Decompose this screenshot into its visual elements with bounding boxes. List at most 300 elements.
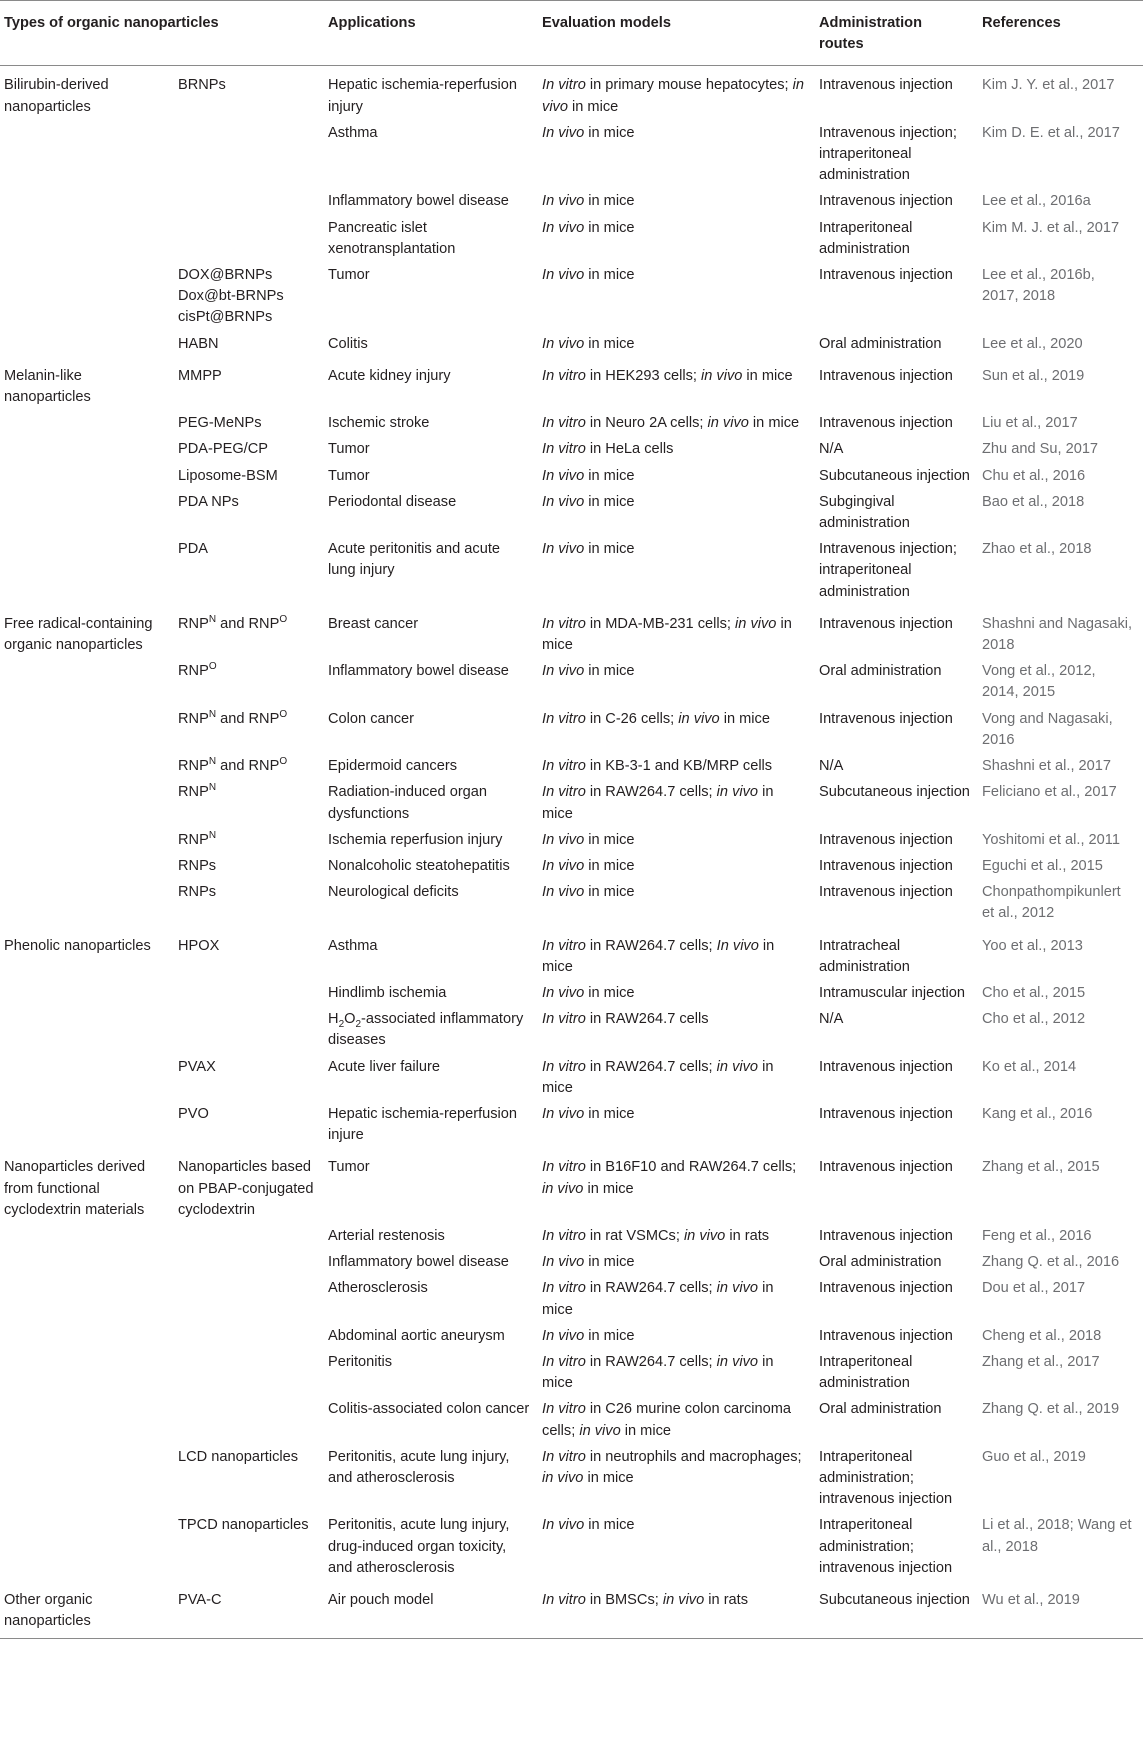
table-row: [0, 779, 1143, 826]
reference-cell: Zhao et al., 2018: [982, 541, 1092, 558]
evaluation-model-cell: In vitro in rat VSMCs; in vivo in rats: [542, 1227, 770, 1244]
evaluation-model-cell: In vitro in RAW264.7 cells; in vivo in mice: [542, 1058, 774, 1096]
superscript: N: [208, 829, 217, 841]
italic-text: In vitro: [542, 615, 586, 632]
nanoparticle-cell: LCD nanoparticles: [178, 1448, 299, 1465]
application-cell: Acute peritonitis and acute lung injury: [328, 541, 501, 579]
application-cell: Nonalcoholic steatohepatitis: [328, 857, 510, 874]
italic-text: In vitro: [542, 937, 586, 954]
administration-route-cell: Intramuscular injection: [819, 984, 966, 1001]
application-cell: Inflammatory bowel disease: [328, 1254, 509, 1271]
nanoparticle-cell: $RNP^N$ and $RNP^O$: [178, 708, 288, 727]
italic-text: In vitro: [542, 1448, 586, 1465]
type-cell: Other organic nanoparticles: [0, 1581, 174, 1639]
reference-cell: Guo et al., 2019: [982, 1448, 1086, 1465]
administration-route-cell: N/A: [819, 441, 844, 458]
italic-text: in vivo: [683, 1227, 726, 1244]
administration-route-cell: Intravenous injection: [819, 77, 953, 94]
nanoparticle-cell: HPOX: [178, 937, 220, 954]
type-cell: [0, 1006, 174, 1053]
reference-cell: Lee et al., 2016a: [982, 193, 1091, 210]
administration-route-cell: Intravenous injection: [819, 1327, 953, 1344]
italic-text: in vivo: [716, 784, 759, 801]
evaluation-model-cell: In vivo in mice: [542, 267, 635, 284]
table-row: [0, 66, 1143, 120]
reference-cell: Wu et al., 2019: [978, 1581, 1143, 1639]
header-references: References: [978, 1, 1143, 66]
italic-text: in vivo: [716, 1058, 759, 1075]
reference-cell: Zhang Q. et al., 2019: [982, 1401, 1120, 1418]
evaluation-model-cell: In vitro in B16F10 and RAW264.7 cells; in vivo in mice: [542, 1159, 797, 1197]
evaluation-model-cell: In vivo in mice: [542, 467, 635, 484]
reference-cell: Chonpathompikunlert et al., 2012: [982, 884, 1121, 922]
application-cell: Hepatic ischemia-reperfusion injure: [328, 1105, 518, 1144]
administration-route-cell: Subcutaneous injection: [819, 784, 970, 801]
evaluation-model-cell: In vivo in mice: [542, 335, 635, 352]
evaluation-model-cell: In vitro in RAW264.7 cells; in vivo in mice: [542, 1280, 774, 1318]
table-row: [0, 1054, 1143, 1101]
table-row: [0, 1006, 1143, 1053]
reference-cell: Kang et al., 2016: [982, 1105, 1093, 1122]
administration-route-cell: Intravenous injection: [819, 1105, 953, 1122]
reference-cell: Yoshitomi et al., 2011: [982, 831, 1120, 848]
table-row: [0, 1349, 1143, 1396]
administration-route-cell: Intravenous injection: [819, 415, 953, 432]
evaluation-model-cell: In vivo in mice: [542, 219, 635, 236]
type-cell: [0, 1396, 174, 1443]
italic-text: in vivo: [735, 615, 777, 632]
type-cell: [0, 489, 174, 536]
reference-cell: Ko et al., 2014: [982, 1058, 1077, 1075]
reference-cell: Eguchi et al., 2015: [982, 857, 1103, 874]
administration-route-cell: Intravenous injection: [819, 831, 953, 848]
reference-cell: Cho et al., 2012: [982, 1011, 1086, 1028]
nanoparticle-cell: [174, 1223, 324, 1249]
superscript: N: [208, 782, 217, 794]
type-cell: [0, 1101, 174, 1148]
subscript: 2: [338, 1019, 345, 1031]
evaluation-model-cell: In vitro in KB-3-1 and KB/MRP cells: [542, 758, 773, 775]
italic-text: in vivo: [701, 367, 743, 384]
table-row: [0, 879, 1143, 926]
italic-text: In vivo: [542, 884, 585, 901]
evaluation-model-cell: In vitro in RAW264.7 cells: [542, 1011, 709, 1028]
application-cell: Hindlimb ischemia: [328, 984, 447, 1001]
italic-text: in vivo: [678, 710, 720, 727]
italic-text: In vitro: [542, 1353, 586, 1370]
nanoparticle-cell: PDA NPs: [178, 493, 239, 510]
nanoparticle-cell: [174, 1349, 324, 1396]
nanoparticle-cell: TPCD nanoparticles: [178, 1517, 309, 1534]
superscript: O: [279, 756, 288, 768]
administration-route-cell: Intravenous injection: [819, 193, 953, 210]
administration-route-cell: Intravenous injection: [819, 367, 953, 384]
reference-cell: Li et al., 2018; Wang et al., 2018: [982, 1517, 1132, 1555]
administration-route-cell: N/A: [819, 758, 844, 775]
application-cell: Tumor: [328, 267, 370, 284]
type-cell: [0, 188, 174, 214]
nanoparticle-cell: $RNP^O$: [178, 661, 217, 680]
application-cell: Epidermoid cancers: [328, 758, 457, 775]
superscript: N: [208, 708, 217, 720]
administration-route-cell: Oral administration: [819, 1401, 942, 1418]
superscript: O: [279, 614, 288, 626]
evaluation-model-cell: In vivo in mice: [542, 1327, 635, 1344]
italic-text: in vivo: [716, 1280, 759, 1297]
type-cell: Free radical-containing organic nanoparticles: [4, 615, 153, 654]
evaluation-model-cell: In vitro in HEK293 cells; in vivo in mice: [542, 367, 793, 384]
nanoparticle-cell: HABN: [178, 335, 219, 352]
table-row: [0, 489, 1143, 536]
administration-route-cell: Intraperitoneal administration: [819, 1353, 913, 1392]
reference-cell: Feliciano et al., 2017: [982, 784, 1117, 801]
administration-route-cell: Intravenous injection: [819, 1058, 953, 1075]
nanoparticle-cell: DOX@BRNPs Dox@bt-BRNPs cisPt@BRNPs: [178, 267, 284, 326]
table-row: [0, 357, 1143, 410]
application-cell: Tumor: [328, 467, 370, 484]
administration-route-cell: Intraperitoneal administration; intravenous injection: [819, 1517, 953, 1576]
application-cell: Asthma: [328, 124, 378, 141]
evaluation-model-cell: In vivo in mice: [542, 124, 635, 141]
application-cell: Hepatic ischemia-reperfusion injury: [328, 77, 518, 115]
type-cell: [0, 331, 174, 357]
administration-route-cell: Intravenous injection: [819, 1280, 953, 1297]
type-cell: Nanoparticles derived from functional cyclodextrin materials: [4, 1159, 146, 1218]
administration-route-cell: Oral administration: [819, 335, 942, 352]
application-cell: Radiation-induced organ dysfunctions: [328, 784, 488, 822]
administration-route-cell: Intravenous injection: [819, 710, 953, 727]
italic-text: In vivo: [542, 493, 585, 510]
reference-cell: Liu et al., 2017: [982, 415, 1078, 432]
evaluation-model-cell: In vivo in mice: [542, 1254, 635, 1271]
table-row: [0, 927, 1143, 980]
administration-route-cell: Intraperitoneal administration: [819, 219, 913, 257]
italic-text: In vitro: [542, 1011, 586, 1028]
type-cell: [0, 980, 174, 1006]
evaluation-model-cell: In vivo in mice: [542, 1105, 635, 1122]
application-cell: Peritonitis, acute lung injury, drug-induced organ toxicity, and atherosclerosis: [328, 1517, 510, 1576]
type-cell: [0, 1323, 174, 1349]
italic-text: In vitro: [542, 367, 586, 384]
italic-text: In vitro: [542, 1159, 586, 1176]
type-cell: [0, 436, 174, 462]
evaluation-model-cell: In vivo in mice: [542, 663, 635, 680]
italic-text: In vivo: [542, 831, 585, 848]
table-row: [0, 605, 1143, 658]
type-cell: [0, 262, 174, 331]
evaluation-model-cell: In vitro in BMSCs; in vivo in rats: [538, 1581, 815, 1639]
application-cell: Colitis-associated colon cancer: [328, 1401, 530, 1418]
application-cell: Colon cancer: [328, 710, 415, 727]
application-cell: Peritonitis: [328, 1353, 393, 1370]
administration-route-cell: Intratracheal administration: [819, 937, 910, 975]
reference-cell: Kim J. Y. et al., 2017: [982, 77, 1115, 94]
italic-text: In vivo: [542, 1254, 585, 1271]
reference-cell: Bao et al., 2018: [982, 493, 1085, 510]
administration-route-cell: Intravenous injection; intraperitoneal administration: [819, 541, 957, 600]
nanoparticle-cell: Nanoparticles based on PBAP-conjugated cyclodextrin: [178, 1159, 314, 1218]
italic-text: in vivo: [542, 77, 805, 115]
italic-text: In vivo: [542, 467, 585, 484]
type-cell: [0, 1223, 174, 1249]
italic-text: In vivo: [716, 937, 759, 954]
table-row: [0, 1101, 1143, 1148]
italic-text: In vivo: [542, 857, 585, 874]
italic-text: In vitro: [542, 710, 586, 727]
evaluation-model-cell: In vivo in mice: [542, 831, 635, 848]
application-cell: Asthma: [328, 937, 378, 954]
superscript: O: [208, 661, 217, 673]
application-cell: Air pouch model: [324, 1581, 538, 1639]
reference-cell: Zhang Q. et al., 2016: [982, 1254, 1120, 1271]
administration-route-cell: Intravenous injection: [819, 857, 953, 874]
italic-text: In vivo: [542, 219, 585, 236]
italic-text: In vitro: [542, 1227, 586, 1244]
evaluation-model-cell: In vivo in mice: [542, 493, 635, 510]
italic-text: In vitro: [542, 1592, 586, 1608]
type-cell: Phenolic nanoparticles: [4, 937, 151, 954]
evaluation-model-cell: In vivo in mice: [542, 193, 635, 210]
reference-cell: Sun et al., 2019: [982, 367, 1085, 384]
nanoparticle-cell: Liposome-BSM: [178, 467, 278, 484]
italic-text: in vivo: [707, 415, 749, 432]
italic-text: In vitro: [542, 1058, 586, 1075]
type-cell: [0, 827, 174, 853]
type-cell: [0, 410, 174, 436]
header-types: Types of organic nanoparticles: [0, 1, 324, 66]
type-cell: [0, 120, 174, 189]
nanoparticle-cell: [174, 215, 324, 262]
italic-text: In vitro: [542, 1280, 586, 1297]
nanoparticle-cell: [174, 1249, 324, 1275]
italic-text: In vivo: [542, 984, 585, 1001]
superscript: N: [208, 756, 217, 768]
header-administration-routes: Administration routes: [815, 1, 978, 66]
type-cell: Bilirubin-derived nanoparticles: [4, 77, 109, 115]
evaluation-model-cell: In vivo in mice: [542, 541, 635, 558]
type-cell: [0, 879, 174, 926]
reference-cell: Feng et al., 2016: [982, 1227, 1092, 1244]
reference-cell: Yoo et al., 2013: [982, 937, 1083, 954]
reference-cell: Lee et al., 2020: [982, 335, 1083, 352]
italic-text: In vitro: [542, 415, 586, 432]
italic-text: In vitro: [542, 77, 586, 94]
reference-cell: Dou et al., 2017: [982, 1280, 1086, 1297]
application-cell: Ischemic stroke: [328, 415, 430, 432]
application-cell: Arterial restenosis: [328, 1227, 445, 1244]
nanoparticle-cell: BRNPs: [178, 77, 226, 94]
table-row: [0, 1512, 1143, 1581]
table-row: [0, 188, 1143, 214]
header-evaluation-models: Evaluation models: [538, 1, 815, 66]
type-cell: [0, 1349, 174, 1396]
reference-cell: Cheng et al., 2018: [982, 1327, 1102, 1344]
evaluation-model-cell: In vitro in Neuro 2A cells; in vivo in mice: [542, 415, 800, 432]
nanoparticle-cell: [174, 120, 324, 189]
application-cell: Colitis: [328, 335, 368, 352]
reference-cell: Vong et al., 2012, 2014, 2015: [982, 663, 1096, 701]
italic-text: in vivo: [662, 1592, 705, 1608]
reference-cell: Zhang et al., 2017: [982, 1353, 1100, 1370]
table-row: [0, 1223, 1143, 1249]
table-row: [0, 536, 1143, 605]
italic-text: In vivo: [542, 1517, 585, 1534]
application-cell: Breast cancer: [328, 615, 419, 632]
header-applications: Applications: [324, 1, 538, 66]
reference-cell: Lee et al., 2016b, 2017, 2018: [982, 267, 1095, 305]
nanoparticle-cell: PVAX: [178, 1058, 216, 1075]
evaluation-model-cell: In vivo in mice: [542, 1517, 635, 1534]
type-cell: [0, 658, 174, 705]
italic-text: in vivo: [542, 1469, 584, 1486]
type-cell: Melanin-like nanoparticles: [4, 367, 91, 406]
evaluation-model-cell: In vitro in HeLa cells: [542, 441, 674, 458]
superscript: O: [279, 708, 288, 720]
type-cell: [0, 1444, 174, 1513]
administration-route-cell: Intravenous injection: [819, 267, 953, 284]
table-row: [0, 853, 1143, 879]
application-cell: Acute kidney injury: [328, 367, 451, 384]
nanoparticle-cell: RNPs: [178, 857, 217, 874]
administration-route-cell: Intraperitoneal administration; intravenous injection: [819, 1448, 953, 1508]
italic-text: In vitro: [542, 758, 586, 775]
application-cell: Tumor: [328, 1159, 370, 1176]
italic-text: in vivo: [716, 1353, 759, 1370]
application-cell: $H_2O_2$-associated inflammatory diseases: [328, 1011, 524, 1049]
table-row: [0, 1249, 1143, 1275]
type-cell: [0, 1054, 174, 1101]
application-cell: Inflammatory bowel disease: [328, 663, 509, 680]
nanoparticle-cell: $RNP^N$ and $RNP^O$: [178, 614, 288, 632]
nanoparticle-cell: PDA-PEG/CP: [178, 441, 269, 458]
evaluation-model-cell: In vitro in MDA-MB-231 cells; in vivo in mice: [542, 615, 792, 654]
table-row: [0, 1275, 1143, 1322]
evaluation-model-cell: In vitro in RAW264.7 cells; in vivo in mice: [542, 784, 774, 822]
administration-route-cell: Subgingival administration: [819, 493, 910, 532]
evaluation-model-cell: In vitro in neutrophils and macrophages; in vivo in mice: [542, 1448, 802, 1486]
nanoparticle-cell: [174, 1275, 324, 1322]
table-header: [0, 1, 1143, 66]
application-cell: Neurological deficits: [328, 884, 459, 901]
type-cell: [0, 1249, 174, 1275]
reference-cell: Zhang et al., 2015: [982, 1159, 1100, 1176]
nanoparticle-cell: [174, 1323, 324, 1349]
administration-route-cell: Oral administration: [819, 663, 942, 680]
nanoparticle-cell: $RNP^N$: [178, 829, 217, 848]
table-row: [0, 463, 1143, 489]
table-row: [0, 827, 1143, 853]
evaluation-model-cell: In vitro in RAW264.7 cells; In vivo in mice: [542, 937, 775, 975]
italic-text: In vivo: [542, 1327, 585, 1344]
italic-text: In vivo: [542, 267, 585, 284]
administration-route-cell: Intravenous injection: [819, 884, 953, 901]
table-row: [0, 1396, 1143, 1443]
evaluation-model-cell: In vivo in mice: [542, 857, 635, 874]
type-cell: [0, 753, 174, 779]
administration-route-cell: Intravenous injection: [819, 1159, 953, 1176]
administration-route-cell: Intravenous injection: [819, 1227, 953, 1244]
table-row: [0, 262, 1143, 331]
type-cell: [0, 853, 174, 879]
nanoparticle-cell: $RNP^N$ and $RNP^O$: [178, 756, 288, 775]
italic-text: In vivo: [542, 335, 585, 352]
table-row: [0, 331, 1143, 357]
italic-text: in vivo: [542, 1180, 584, 1197]
reference-cell: Kim M. J. et al., 2017: [982, 219, 1120, 236]
superscript: N: [208, 614, 217, 626]
table-row: [0, 1323, 1143, 1349]
table-row: [0, 658, 1143, 705]
type-cell: [0, 215, 174, 262]
table-row: [0, 753, 1143, 779]
application-cell: Atherosclerosis: [328, 1280, 428, 1297]
table-row: [0, 980, 1143, 1006]
type-cell: [0, 536, 174, 605]
type-cell: [0, 1512, 174, 1581]
header-row: [0, 1, 1143, 66]
type-cell: [0, 779, 174, 826]
reference-cell: Zhu and Su, 2017: [982, 441, 1099, 458]
italic-text: in vivo: [579, 1422, 621, 1439]
italic-text: In vitro: [542, 441, 586, 458]
reference-cell: Kim D. E. et al., 2017: [982, 124, 1120, 141]
evaluation-model-cell: In vitro in primary mouse hepatocytes; in vivo in mice: [542, 77, 805, 115]
administration-route-cell: Subcutaneous injection: [819, 467, 970, 484]
reference-cell: Cho et al., 2015: [982, 984, 1086, 1001]
application-cell: Tumor: [328, 441, 370, 458]
administration-route-cell: Oral administration: [819, 1254, 942, 1271]
nanoparticle-cell: [174, 1396, 324, 1443]
reference-cell: Shashni and Nagasaki, 2018: [982, 615, 1133, 654]
table-row: [0, 1148, 1143, 1223]
table-row: [0, 436, 1143, 462]
evaluation-model-cell: In vivo in mice: [542, 984, 635, 1001]
evaluation-model-cell: In vitro in C-26 cells; in vivo in mice: [542, 710, 770, 727]
reference-cell: Shashni et al., 2017: [982, 758, 1112, 775]
subscript: 2: [355, 1019, 362, 1031]
nanoparticle-cell: $RNP^N$: [178, 782, 217, 801]
table-row: [0, 1444, 1143, 1513]
italic-text: In vitro: [542, 1401, 586, 1418]
table-row: [0, 706, 1143, 753]
administration-route-cell: Intravenous injection: [819, 615, 953, 632]
nanoparticle-cell: MMPP: [178, 367, 222, 384]
nanoparticle-cell: PEG-MeNPs: [178, 415, 262, 432]
application-cell: Inflammatory bowel disease: [328, 193, 509, 210]
application-cell: Peritonitis, acute lung injury, and atherosclerosis: [328, 1448, 510, 1486]
evaluation-model-cell: In vitro in C26 murine colon carcinoma cells; in vivo in mice: [542, 1401, 792, 1439]
reference-cell: Vong and Nagasaki, 2016: [982, 710, 1113, 748]
administration-route-cell: N/A: [819, 1011, 844, 1028]
nanoparticle-cell: PVA-C: [174, 1581, 324, 1639]
reference-cell: Chu et al., 2016: [982, 467, 1086, 484]
nanoparticle-cell: PDA: [178, 541, 209, 558]
nanoparticle-cell: [174, 980, 324, 1006]
administration-route-cell: Intravenous injection; intraperitoneal administration: [819, 124, 957, 184]
table-row: [0, 215, 1143, 262]
table-row: [0, 120, 1143, 189]
italic-text: In vivo: [542, 193, 585, 210]
table-row: [0, 410, 1143, 436]
italic-text: In vivo: [542, 663, 585, 680]
application-cell: Periodontal disease: [328, 493, 457, 510]
table-body: [0, 66, 1143, 1639]
italic-text: In vivo: [542, 124, 585, 141]
application-cell: Ischemia reperfusion injury: [328, 831, 503, 848]
italic-text: In vivo: [542, 541, 585, 558]
administration-route-cell: Subcutaneous injection: [815, 1581, 978, 1639]
nanoparticle-cell: PVO: [178, 1105, 209, 1122]
